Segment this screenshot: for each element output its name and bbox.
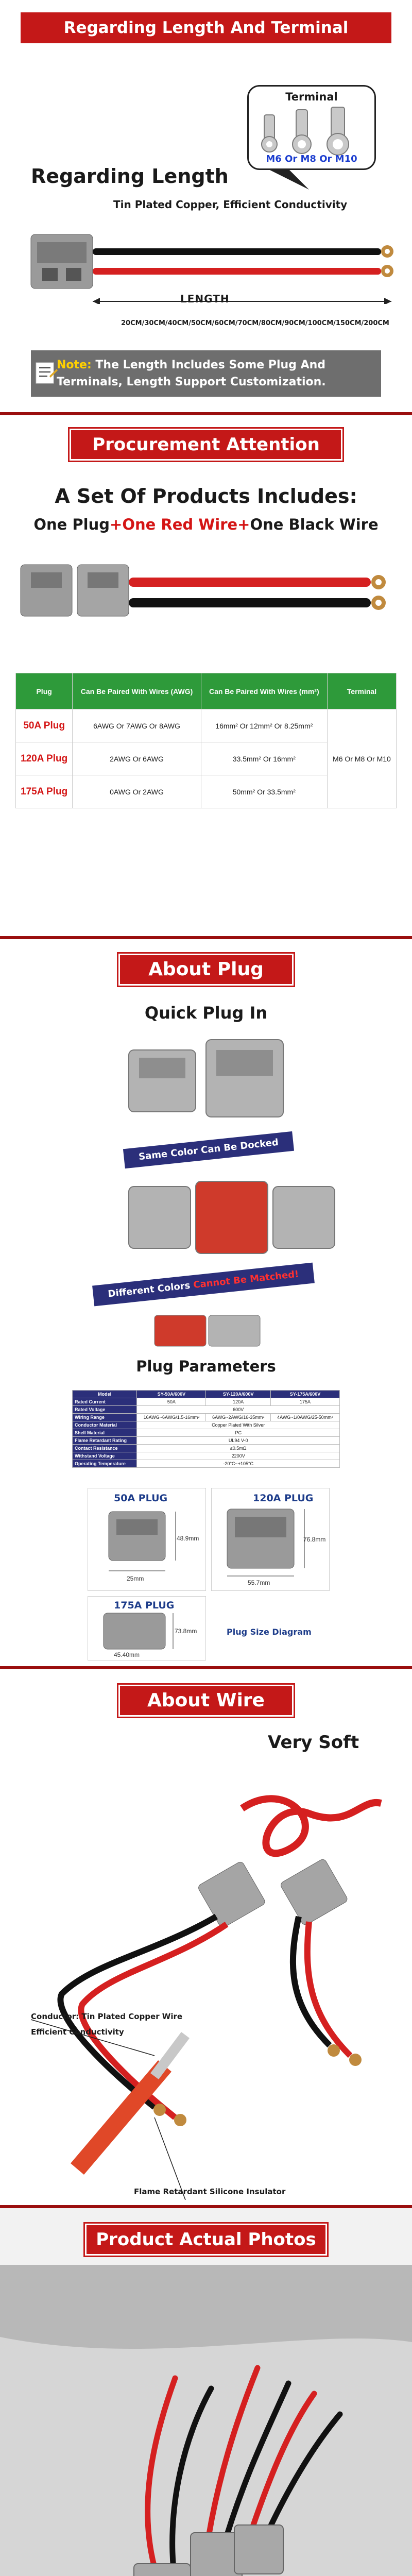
table-cell: 6AWG Or 7AWG Or 8AWG <box>73 709 201 742</box>
plus-sign: + <box>237 516 250 533</box>
table-cell: 4AWG~1/0AWG/25-50mm² <box>270 1414 339 1421</box>
efficient-label: Efficient Conductivity <box>31 2027 124 2037</box>
table-cell: PC <box>137 1429 340 1437</box>
table-cell: 50A <box>137 1398 206 1406</box>
table-header: Terminal <box>327 673 396 709</box>
different-color-plugs-image <box>0 1166 412 1269</box>
table-cell: 2200V <box>137 1452 340 1460</box>
table-cell: 120A <box>206 1398 270 1406</box>
section-banner-wire: About Wire <box>118 1685 294 1717</box>
plug-cable-image <box>0 211 412 304</box>
dim-width-175a: 45.40mm <box>114 1651 140 1658</box>
cannot-match-text: Cannot Be Matched! <box>193 1268 300 1291</box>
row-label: Shell Material <box>73 1429 137 1437</box>
dim-card-175a <box>88 1596 206 1660</box>
length-values: 20CM/30CM/40CM/50CM/60CM/70CM/80CM/90CM/100CM/150CM/200CM <box>121 319 389 327</box>
conductor-label: Conductor: Tin Plated Copper Wire <box>31 2012 183 2021</box>
table-cell: 0AWG Or 2AWG <box>73 775 201 808</box>
dim-label-50a: 50A PLUG <box>114 1493 168 1504</box>
table-cell: -20°C~+105°C <box>137 1460 340 1468</box>
terminal-sizes: M6 Or M8 Or M10 <box>266 154 357 164</box>
dim-label-175a: 175A PLUG <box>114 1600 175 1611</box>
table-row <box>73 1460 340 1468</box>
dim-card-50a <box>88 1488 206 1591</box>
row-label: Conductor Material <box>73 1421 137 1429</box>
note-prefix: Note: <box>57 359 92 371</box>
section-banner-procurement: Procurement Attention <box>70 429 342 461</box>
different-color-text: Different Colors <box>107 1280 194 1300</box>
dim-height-120a: 76.8mm <box>303 1536 326 1543</box>
table-header: Plug <box>16 673 73 709</box>
table-row <box>73 1437 340 1445</box>
table-header-row <box>73 1391 340 1398</box>
section-banner-length: Regarding Length And Terminal <box>21 12 391 43</box>
about-wire-section <box>0 1669 412 2205</box>
different-color-banner <box>92 1263 315 1307</box>
dim-width-50a: 25mm <box>127 1575 144 1582</box>
pairing-table <box>15 673 397 808</box>
table-cell: Copper Plated With Silver <box>137 1421 340 1429</box>
terminal-cell: M6 Or M8 Or M10 <box>327 709 396 808</box>
section-banner-photos: Product Actual Photos <box>85 2224 327 2256</box>
table-cell: ≤0.5mΩ <box>137 1445 340 1452</box>
table-header: Can Be Paired With Wires (mm²) <box>201 673 327 709</box>
dim-card-120a <box>211 1488 330 1591</box>
same-color-banner: Same Color Can Be Docked <box>123 1131 294 1168</box>
set-part-red-wire: One Red Wire <box>122 516 238 533</box>
table-row <box>73 1429 340 1437</box>
length-subtitle: Tin Plated Copper, Efficient Conductivity <box>113 198 348 211</box>
table-row <box>73 1414 340 1421</box>
dim-height-175a: 73.8mm <box>175 1628 197 1635</box>
table-row <box>73 1445 340 1452</box>
table-row <box>73 1406 340 1414</box>
set-title: A Set Of Products Includes: <box>55 485 357 507</box>
note-text <box>57 357 371 391</box>
table-cell: 600V <box>137 1406 340 1414</box>
length-title: Regarding Length <box>31 165 229 188</box>
table-cell: 2AWG Or 6AWG <box>73 742 201 775</box>
table-cell: 175A Plug <box>16 775 73 808</box>
table-cell: 6AWG~2AWG/16-35mm² <box>206 1414 270 1421</box>
dim-width-120a: 55.7mm <box>248 1579 270 1586</box>
table-cell: 50A Plug <box>16 709 73 742</box>
table-cell: UL94 V-0 <box>137 1437 340 1445</box>
table-header: Can Be Paired With Wires (AWG) <box>73 673 201 709</box>
table-header-row <box>16 673 397 709</box>
plug-params-title: Plug Parameters <box>136 1358 276 1375</box>
table-cell: 16mm² Or 12mm² Or 8.25mm² <box>201 709 327 742</box>
table-row <box>73 1398 340 1406</box>
plug-params-table <box>72 1390 340 1468</box>
quick-plug-title: Quick Plug In <box>144 1003 268 1023</box>
row-label: Wiring Range <box>73 1414 137 1421</box>
terminal-label: Terminal <box>285 91 338 103</box>
note-body: The Length Includes Some Plug And Terminals, Length Support Customization. <box>57 359 326 388</box>
table-cell: 120A Plug <box>16 742 73 775</box>
table-cell: 33.5mm² Or 16mm² <box>201 742 327 775</box>
set-part-black-wire: One Black Wire <box>250 516 379 533</box>
table-row <box>16 709 397 742</box>
note-icon <box>34 361 59 385</box>
wire-image <box>0 1747 412 2200</box>
photo-1-image <box>0 2265 412 2576</box>
product-photo-1 <box>0 2265 412 2576</box>
about-plug-section <box>0 939 412 1666</box>
table-cell: 16AWG~6AWG/1.5-16mm² <box>137 1414 206 1421</box>
section-banner-plug: About Plug <box>118 954 294 986</box>
plug-pair-image <box>0 1310 412 1351</box>
table-header: SY-175A/600V <box>270 1391 339 1398</box>
table-header: SY-50A/600V <box>137 1391 206 1398</box>
row-label: Rated Current <box>73 1398 137 1406</box>
actual-photos-section <box>0 2208 412 2576</box>
very-soft-label: Very Soft <box>268 1732 359 1753</box>
table-row <box>73 1452 340 1460</box>
procurement-section <box>0 415 412 936</box>
same-color-plugs-image <box>0 1029 412 1138</box>
row-label: Flame Retardant Rating <box>73 1437 137 1445</box>
table-header: SY-120A/600V <box>206 1391 270 1398</box>
row-label: Operating Temperature <box>73 1460 137 1468</box>
table-header: Model <box>73 1391 137 1398</box>
set-contents <box>0 516 412 533</box>
table-cell: 175A <box>270 1398 339 1406</box>
set-part-plug: One Plug <box>33 516 110 533</box>
insulator-label: Flame Retardant Silicone Insulator <box>134 2187 286 2196</box>
length-label: LENGTH <box>180 293 230 305</box>
product-set-image <box>0 549 412 663</box>
dim-label-120a: 120A PLUG <box>253 1493 314 1504</box>
plus-sign: + <box>110 516 123 533</box>
length-terminal-section <box>0 0 412 412</box>
table-cell: 50mm² Or 33.5mm² <box>201 775 327 808</box>
dim-height-50a: 48.9mm <box>177 1535 199 1542</box>
plug-size-diagram-label: Plug Size Diagram <box>227 1627 312 1637</box>
row-label: Contact Resistance <box>73 1445 137 1452</box>
row-label: Withstand Voltage <box>73 1452 137 1460</box>
row-label: Rated Voltage <box>73 1406 137 1414</box>
table-row <box>73 1421 340 1429</box>
